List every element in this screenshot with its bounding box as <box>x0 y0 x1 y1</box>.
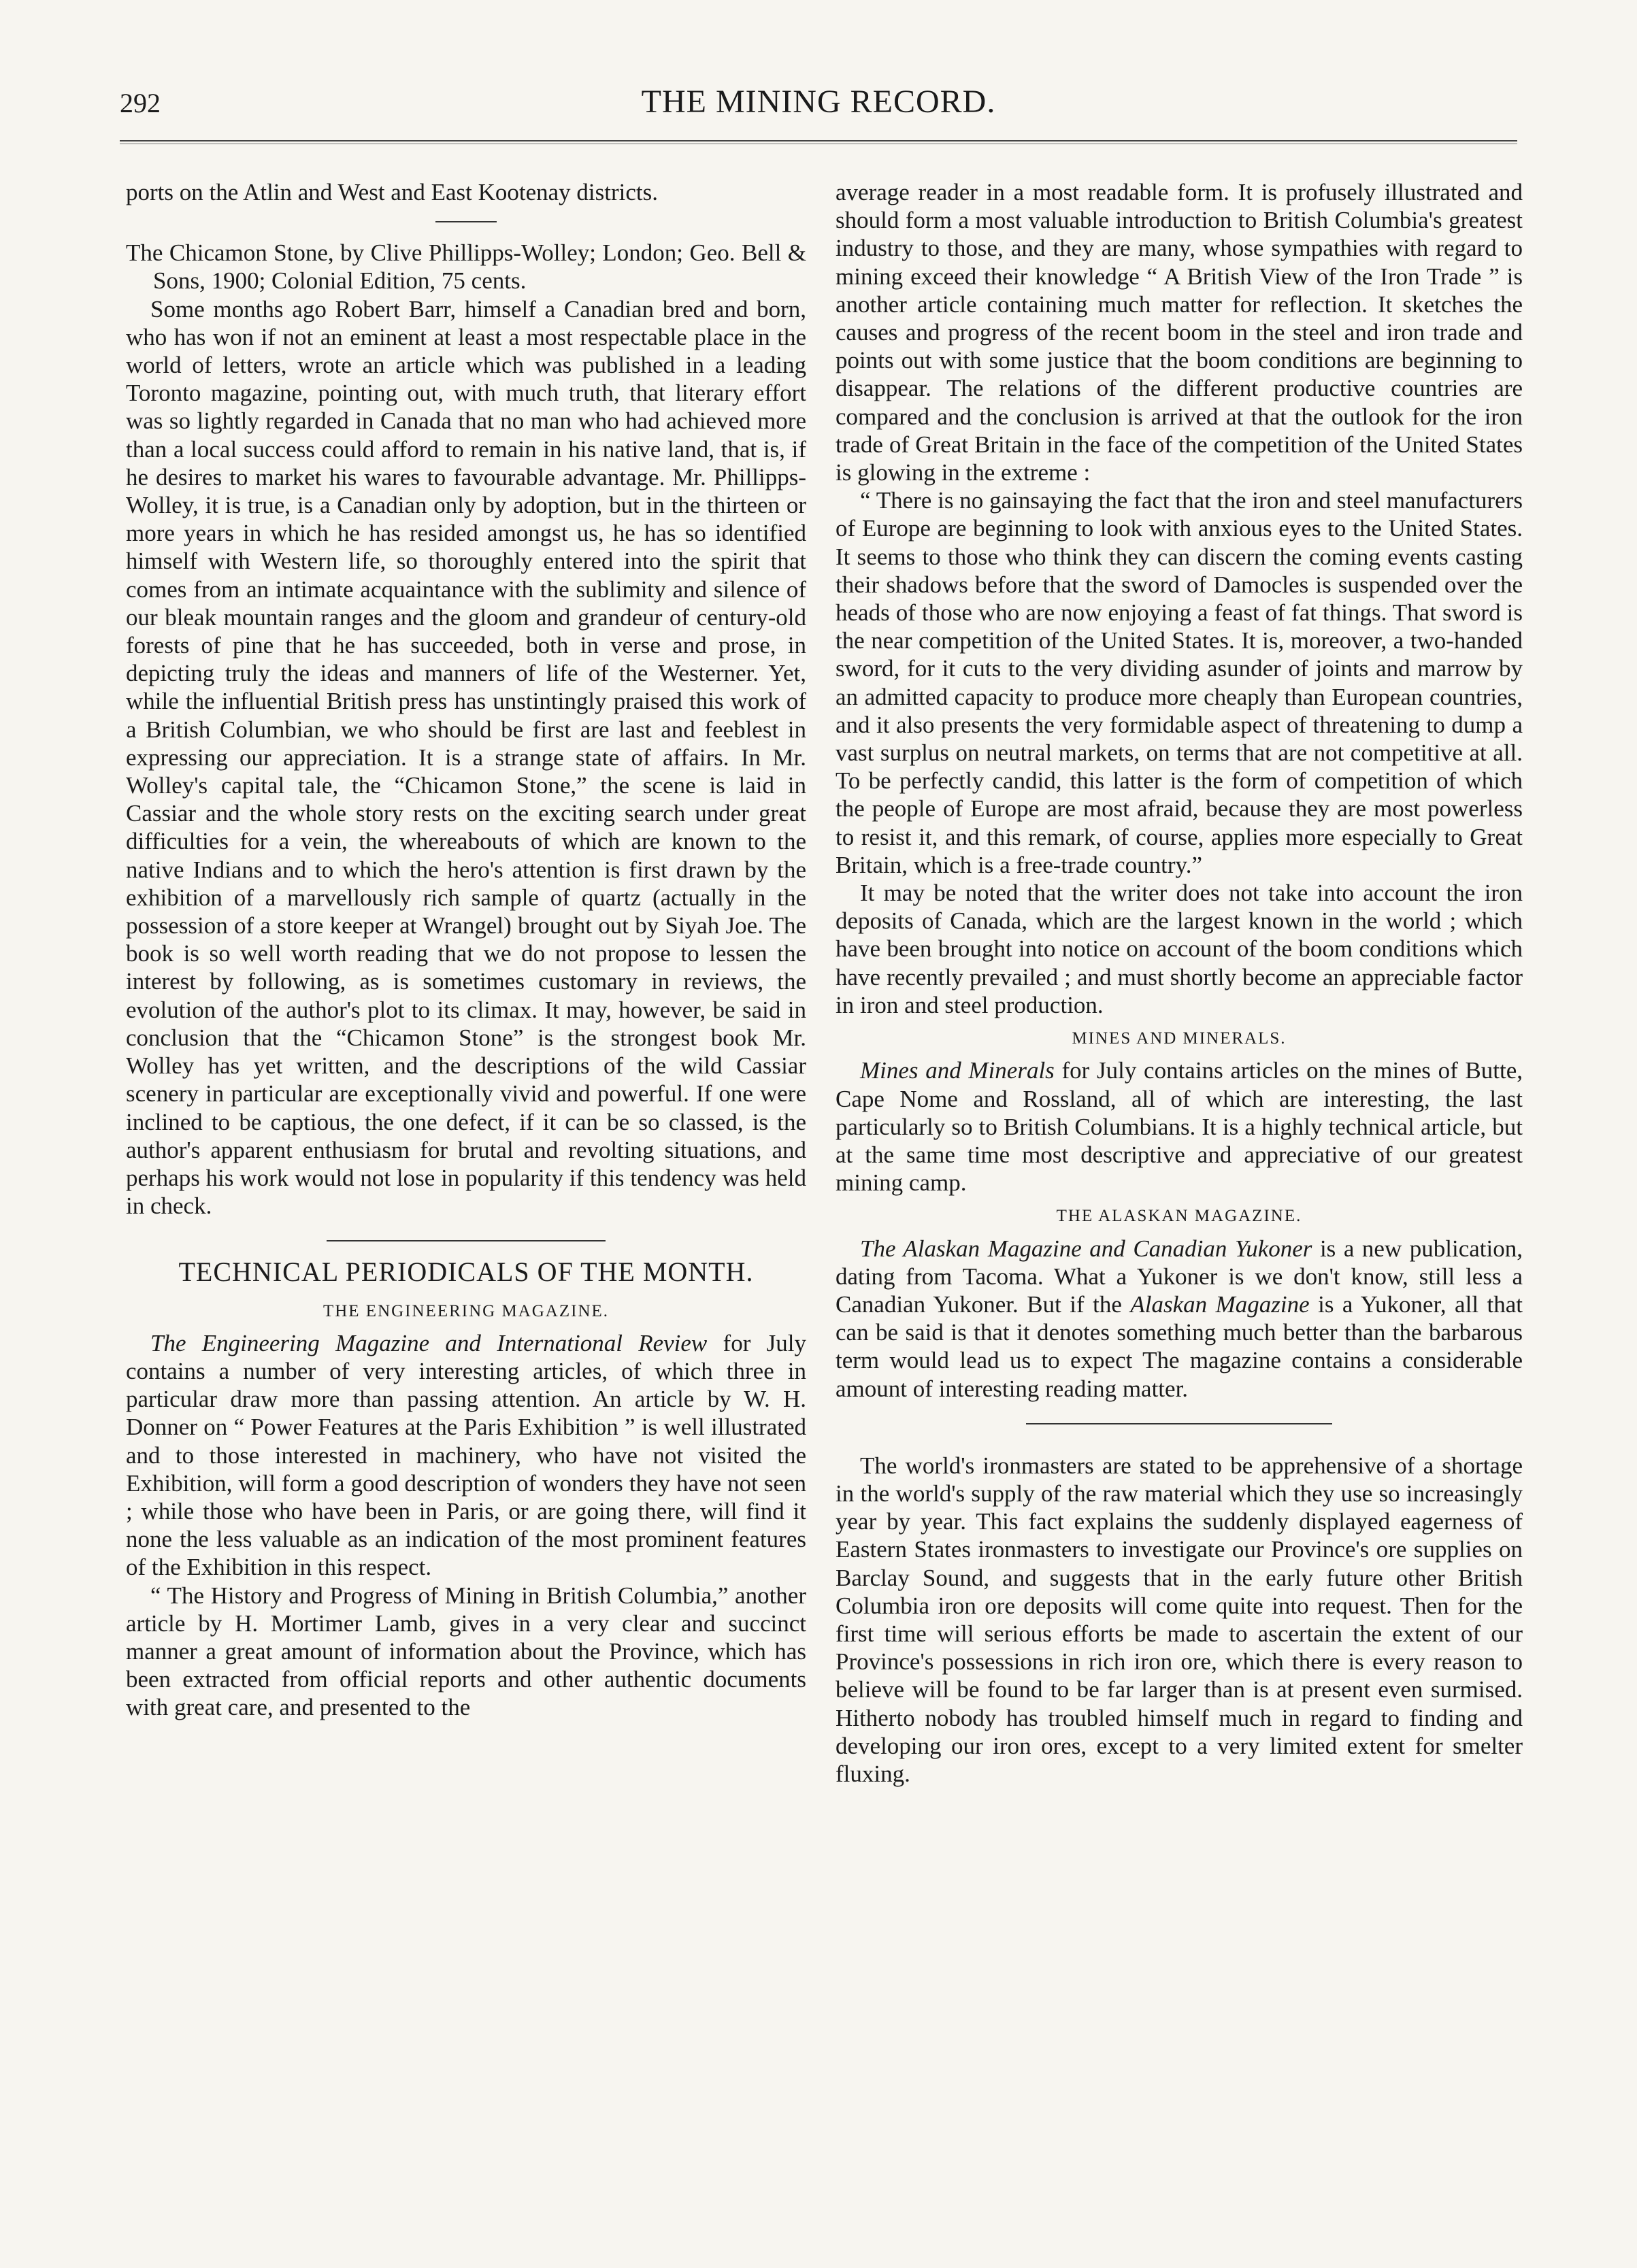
continued-paragraph: average reader in a most readable form. It is profusely illustrated and should form a most valuable introduction to British Columbia's greatest industry to those, and they are many, whose sympathies with regard to mining exceed their knowledge “ A British View of the Iron Trade ” is another article containing much matter for reflection. It sketches the causes and progress of the recent boom in the steel and iron trade and points out with some justice that the boom conditions are beginning to disappear. The relations of the different productive countries are compared and the conclusion is arrived at that the outlook for the iron trade of Great Britain in the face of the competition of the United States is glowing in the extreme : <box>836 179 1523 486</box>
left-column <box>126 178 806 1722</box>
mines-and-minerals-paragraph <box>836 1056 1523 1197</box>
paragraph-text: is a new publication, dating from Tacoma. What a Yukoner is we don't know, still less a Canadian Yukoner. But if the <box>836 1235 1523 1318</box>
publication-title: Mines and Minerals <box>860 1057 1055 1084</box>
alaskan-magazine-paragraph <box>836 1235 1523 1403</box>
paragraph-text: is a Yukoner, all that can be said is that it denotes something much better than the barbarous term would lead us to expect The magazine contains a considerable amount of interesting reading matter. <box>836 1290 1523 1402</box>
section-divider <box>435 221 497 222</box>
ironmasters-paragraph: The world's ironmasters are stated to be apprehensive of a shortage in the world's supply of the raw material which they use so increasingly year by year. This fact explains the suddenly displayed eagerness of Eastern States ironmasters to investigate our Province's ore supplies on Barclay Sound, and suggests that in the early future other British Columbia iron ore deposits will come quite into request. Then for the first time will serious efforts be made to ascertain the extent of our Province's possessions in rich iron ore, which there is every reason to believe will be found to be far larger than is at present even surmised. Hitherto nobody has troubled himself much in regard to finding and developing our iron ores, except to a very limited extent for smelter fluxing. <box>836 1452 1523 1787</box>
book-review-paragraph: Some months ago Robert Barr, himself a Canadian bred and born, who has won if not an eminent at least a most respectable place in the world of letters, wrote an article which was published in a leading Toronto magazine, pointing out, with much truth, that literary effort was so lightly regarded in Canada that no man who had achieved more than a local success could afford to remain in his native land, that is, if he desires to market his wares to favourable advantage. Mr. Phillipps-Wolley, it is true, is a Canadian only by adoption, but in the thirteen or more years in which he has resided amongst us, he has so identified himself with Western life, so thoroughly entered into the spirit that comes from an intimate acquaintance with the sublimity and silence of our bleak mountain ranges and the gloom and grandeur of century-old forests of pine that he has succeeded, both in verse and prose, in depicting truly the ideas and manners of life of the Westerner. Yet, while the influential British press has unstintingly praised this work of a British Columbian, we who should be first are last and feeblest in expressing our appreciation. It is a strange state of affairs. In Mr. Wolley's capital tale, the “Chicamon Stone,” the scene is laid in Cassiar and the whole story rests on the exciting search under great difficulties for a vein, the whereabouts of which are known to the native Indians and to which the hero's attention is first drawn by the exhibition of a marvellously rich sample of quartz (actually in the possession of a store keeper at Wrangel) brought out by Siyah Joe. The book is so well worth reading that we do not propose to lessen the interest by following, as is sometimes customary in reviews, the evolution of the author's plot to its climax. It may, however, be said in conclusion that the “Chicamon Stone” is the strongest book Mr. Wolley has yet written, and the descriptions of the wild Cassiar scenery in particular are exceptionally vivid and powerful. If one were inclined to be captious, the one defect, if it can be so classed, is the author's apparent enthusiasm for brutal and revolting situations, and perhaps his work would not lose in popularity if this tendency was held in check. <box>126 295 806 1220</box>
subhead-alaskan-magazine: THE ALASKAN MAGAZINE. <box>1056 1207 1302 1226</box>
quoted-passage: “ There is no gainsaying the fact that the iron and steel manufacturers of Europe are beginning to look with anxious eyes to the United States. It seems to those who think they can discern the coming events casting their shadows before that the sword of Damocles is suspended over the heads of those who are now enjoying a feast of fat things. That sword is the near competition of the United States. It is, moreover, a two-handed sword, for it cuts to the very dividing asunder of joints and marrow by an admitted capacity to produce more cheaply than European countries, and it also presents the very formidable aspect of threatening to dump a vast surplus on neutral markets, on terms that are not competitive at all. To be perfectly candid, this latter is the form of competition of which the people of Europe are most afraid, because they are most powerless to resist it, and this remark, of course, applies more especially to Great Britain, which is a free-trade country.” <box>836 487 1523 878</box>
paragraph-text: for July contains articles on the mines of Butte, Cape Nome and Rossland, all of which are interesting, the last particularly so to British Columbians. It is a highly technical article, but at the same time most descriptive and appreciative of our greatest mining camp. <box>836 1057 1523 1197</box>
running-title: THE MINING RECORD. <box>641 84 996 120</box>
paragraph-text: for July contains a number of very interesting articles, of which three in particular draw more than passing attention. An article by W. H. Donner on “ Power Features at the Paris Exhibition ” is well illustrated and to those interested in machinery, who have not visited the Exhibition, will form a good description of wonders they have not seen ; while those who have been in Paris, or are going there, will find it none the less valuable as an indication of the most prominent features of the Exhibition in this respect. <box>126 1329 807 1581</box>
history-article-paragraph: “ The History and Progress of Mining in British Columbia,” another article by H. Mortimer Lamb, gives in a very clear and succinct manner a great amount of information about the Province, which has been extracted from official reports and other authentic documents with great care, and presented to the <box>126 1582 806 1721</box>
right-column <box>836 178 1523 1788</box>
engineering-magazine-paragraph <box>126 1329 806 1582</box>
publication-title: The Alaskan Magazine and Canadian Yukoner <box>860 1235 1312 1262</box>
book-reference: The Chicamon Stone, by Clive Phillipps-Wolley; London; Geo. Bell & Sons, 1900; Colonial Edition, 75 cents. <box>126 239 806 295</box>
publication-title: The Engineering Magazine and International Review <box>150 1329 708 1356</box>
section-divider <box>1026 1423 1332 1424</box>
page-number: 292 <box>120 88 161 118</box>
section-divider <box>327 1240 606 1241</box>
subhead-mines-and-minerals: MINES AND MINERALS. <box>1072 1029 1287 1048</box>
subhead-engineering-magazine: THE ENGINEERING MAGAZINE. <box>323 1301 610 1320</box>
iron-deposits-note: It may be noted that the writer does not take into account the iron deposits of Canada, which are the largest known in the world ; which have been brought into notice on account of the boom conditions which have recently prevailed ; and must shortly become an appreciable factor in iron and steel production. <box>836 880 1523 1018</box>
header-rule <box>120 140 1517 144</box>
publication-title: Alaskan Magazine <box>1130 1290 1310 1318</box>
continued-paragraph: ports on the Atlin and West and East Kootenay districts. <box>126 179 658 205</box>
section-title: TECHNICAL PERIODICALS OF THE MONTH. <box>178 1256 754 1288</box>
